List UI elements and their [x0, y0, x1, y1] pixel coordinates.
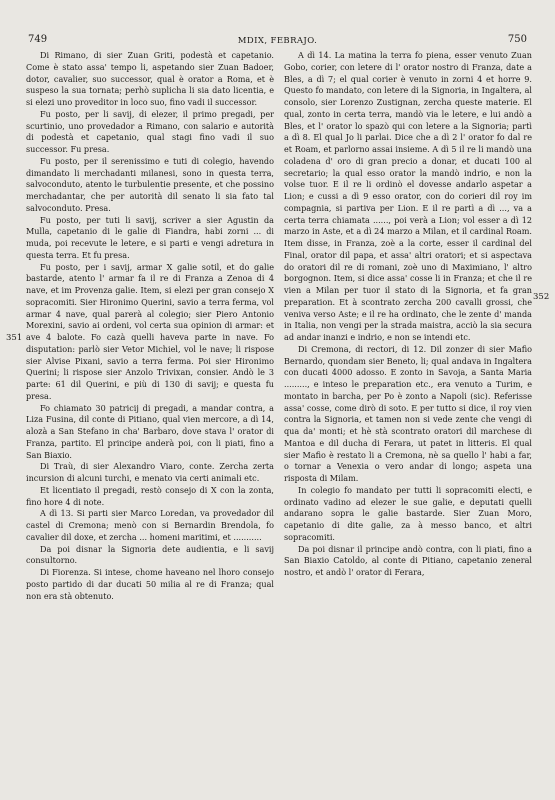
paragraph: A dì 14. La matina la terra fo piena, esser venuto Zuan Gobo, corier, con letere di l' orator nostro di Franza, date a Bles, a dì 7; el qual corier è venuto in zorni 4 et horre 9. Questo fo mandato, con letere di la Signoria, in Ingaltera, al consolo, sier Lorenzo Zustignan, zercha queste materie. El qual, zonto in certa terra, mandò via le letere, e lui andò a Bles, et l' orator lo spazò qui con letere a la Signoria; partì a dì 8. El qual Jo li parlai. Dice che a dì 2 l' orator fo dal re et Roam, et parlorno assai insieme. A dì 5 il re li mandò una coladena d' oro di gran precio a donar, et ducati 100 al secretario; la qual esso orator la mandò indrio, e non la volse tuor. E il re li ordinò el dovesse andarlo aspetar a Lion; e cussi a dì 9 esso orator, con do corieri dil roy im compagnia, si partiva per Lion. E il re partì a dì ..., va a certa terra chiamata ......, poi verà a Lion; vol esser a dì 12 marzo in Aste, et a dì 24 marzo a Milan, et il cardinal Roam. Item disse, in Franza, zoè a la corte, esser il cardinal del Final, orator dil papa, et assa' altri oratori; et si aspectava do oratori dil re di romani, zoè uno di Maximiano, l' altro borgognon. Item, si dice assa' cosse li in Franza; et che il re vien a Milan per tuor il stato di la Signoria, et fa gran preparation. Et à scontrato zercha 200 cavalli grossi, che veniva verso Aste; e il re ha ordinato, che le zente d' manda in Italia, non vengi per la strada maistra, acciò la sia secura ad andar inanzi e indrio, e non se intendi etc. — [284, 50, 532, 342]
margin-number-left: 351 — [6, 333, 23, 343]
page-number-left: 749 — [28, 34, 48, 45]
left-column — [26, 50, 274, 602]
paragraph: Da poi disnar il principe andò contra, con li piati, fino a San Biaxio Catoldo, al conte di Pitiano, capetanio zeneral nostro, et andò l' orator di Ferara, — [284, 543, 532, 577]
paragraph: Di Cremona, di rectori, di 12. Dil zonzer di sier Mafio Bernardo, quondam sier Beneto, li; qual andava in Ingaltera con ducati 4000 adosso. E zonto in Savoja, a Santa Maria ........., e inteso le preparation etc., era venuto a Turim, e montato in barcha, per Po è zonto a Napoli (sic). Referisse assa' cosse, come dirò di soto. E per tutto si dice, il roy vien contra la Signoria, et tamen non si vede zente che vengi di qua da' monti; et hè stà scontrato oratori dil marchese di Mantoa e dil ducha di Ferara, ut patet in litteris. El qual sier Mafio è restato li a Cremona, nè sa quello l' habi a far, o tornar a Venexia o vero andar di longo; aspeta una risposta di Milam. — [284, 343, 532, 483]
paragraph: Di Fiorenza. Si intese, chome haveano nel lhoro consejo posto partido di dar ducati 50 milia al re di Franza; qual non era stà obtenuto. — [26, 567, 274, 601]
paragraph: Fu posto, per i savij, armar X galie sotil, et do galie bastarde, atento l' armar fa il re di Franza a Zenoa di 4 nave, et im Provenza galie. Item, si elezi per gran consejo X sopracomiti. Sier Hironimo Querini, savio a terra ferma, vol armar 4 nave, qual parerà al colegio; sier Piero Antonio Morexini, savio ai ordeni, vol certa sua opinion di armar: et ave 4 balote. Fo cazà quelli haveva parte in nave. Fo disputation: parlò sier Vetor Michiel, vol le nave; li rispose sier Alvise Pixani, savio a terra ferma. Poi sier Hironimo Querini; li rispose sier Anzolo Trivixan, consier. Andò le 3 parte: 61 dil Querini, e più di 130 di savij; e questa fu presa. — [26, 261, 274, 401]
paragraph: In colegio fo mandato per tutti li sopracomiti electi, e ordinato vadino ad elezer le sue galie, e deputati quelli andarano sopra le galie bastarde. Sier Zuan Moro, capetanio di dite galie, za à messo banco, et altri sopracomiti. — [284, 484, 532, 542]
paragraph: Di Rimano, di sier Zuan Griti, podestà et capetanio. Come è stato assa' tempo li, aspetando sier Zuan Badoer, dotor, cavalier, suo successor, qual è orator a Roma, et è suspeso la sua tornata; perhò suplicha li sia dato licentia, e si elezi uno proveditor in loco suo, fino vadi il successor. — [26, 50, 274, 107]
right-column — [284, 50, 532, 579]
paragraph: Fu posto, per tuti li savij, scriver a sier Agustin da Mulla, capetanio di le galie di Fiandra, habi zorni ... di muda, poi recevute le letere, e si parti e vengi adretura in questa terra. Et fu presa. — [26, 214, 274, 260]
paragraph: Et licentiato il pregadi, restò consejo di X con la zonta, fino hore 4 di note. — [26, 484, 274, 507]
paragraph: Di Traù, di sier Alexandro Viaro, conte. Zercha zerta incursion di alcuni turchi, e menato via certi animali etc. — [26, 461, 274, 483]
paragraph: Fu posto, per li savij, di elezer, il primo pregadi, per scurtinio, uno provedador a Rimano, con salario e autorità di podestà et capetanio, qual stagi fino vadi il suo successor. Fu presa. — [26, 108, 274, 154]
margin-number-right: 352 — [533, 292, 550, 302]
paragraph: Fu posto, per il serenissimo e tuti di colegio, havendo dimandato li merchadanti milanesi, sono in questa terra, salvoconduto, atento le turbulentie presente, et che possino merchadantar, che per autorità dil senato li sia fato tal salvoconduto. Presa. — [26, 155, 274, 213]
paragraph: Fo chiamato 30 patricij di pregadi, a mandar contra, a Liza Fusina, dil conte di Pitiano, qual vien mercore, a dì 14, alozà a San Stefano in cha' Barbaro, dove stava l' orator di Franza, partito. El principe anderà poi, con li piati, fino a San Biaxio. — [26, 402, 274, 460]
paragraph: A dì 13. Si parti sier Marco Loredan, va provedador dil castel di Cremona; menò con si Bernardin Brendola, fo cavalier dil doxe, et zercha ... homeni maritimi, et ........... — [26, 508, 274, 542]
page-number-right: 750 — [507, 34, 527, 45]
paragraph: Da poi disnar la Signoria dete audientia, e li savij consultorno. — [26, 543, 274, 566]
running-title: MDIX, FEBRAJO. — [237, 36, 318, 46]
